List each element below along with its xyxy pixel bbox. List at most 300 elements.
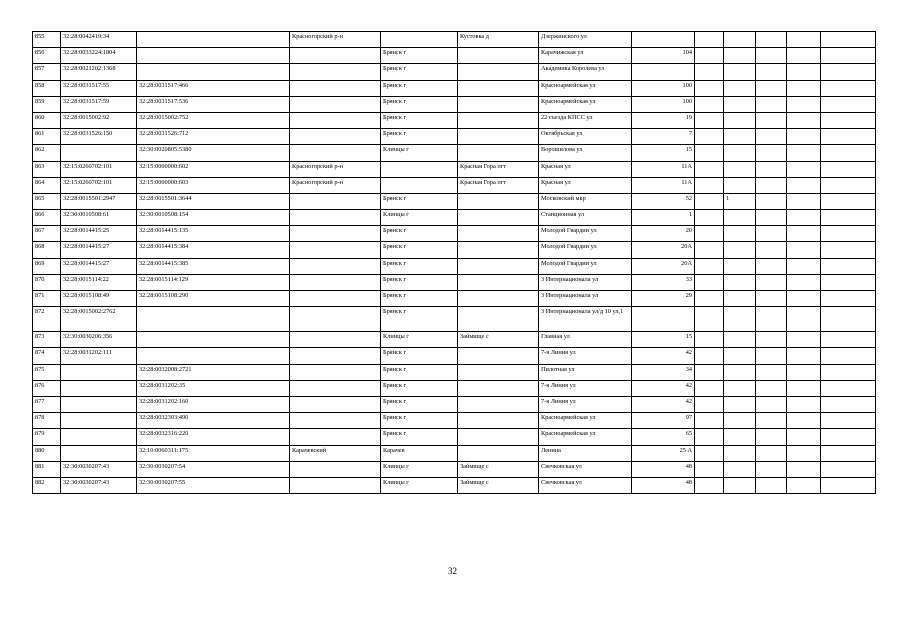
cell-settlement: Красная Гора пгт	[458, 177, 539, 193]
cell-settlement	[458, 129, 539, 145]
cell-district	[290, 80, 381, 96]
cell-col-13	[821, 32, 876, 48]
cell-cadastral-number-object	[137, 332, 290, 348]
cell-col-13	[821, 445, 876, 461]
cell-settlement	[458, 96, 539, 112]
cell-col-9	[695, 193, 724, 209]
cell-col-12	[787, 242, 821, 258]
cell-col-12	[787, 429, 821, 445]
table-row	[33, 461, 876, 477]
cell-col-9	[695, 274, 724, 290]
cell-row-number: 863	[33, 161, 61, 177]
cell-settlement: Займище с	[458, 477, 539, 493]
cell-settlement	[458, 64, 539, 80]
cell-col-11	[756, 193, 787, 209]
cell-city: Брянск г	[381, 48, 458, 64]
cell-col-12	[787, 64, 821, 80]
cell-house-number: 42	[632, 348, 695, 364]
cell-street: Московский мкр	[539, 193, 632, 209]
table-row	[33, 80, 876, 96]
cell-cadastral-number-parcel: 32:28:0033224:1804	[61, 48, 137, 64]
cell-city: Брянск г	[381, 242, 458, 258]
cell-col-13	[821, 258, 876, 274]
table-row	[33, 242, 876, 258]
cell-street: Главная ул	[539, 332, 632, 348]
cell-city: Брянск г	[381, 193, 458, 209]
cell-house-number: 104	[632, 48, 695, 64]
cell-house-number	[632, 307, 695, 332]
cell-settlement	[458, 396, 539, 412]
cell-city	[381, 32, 458, 48]
cell-settlement	[458, 210, 539, 226]
cell-city: Брянск г	[381, 64, 458, 80]
cell-cadastral-number-object: 32:28:0031202:35	[137, 380, 290, 396]
cell-house-number: 48	[632, 461, 695, 477]
cell-city: Брянск г	[381, 413, 458, 429]
cell-settlement	[458, 429, 539, 445]
cell-row-number: 882	[33, 477, 61, 493]
cell-col-13	[821, 96, 876, 112]
cell-col-10	[724, 210, 756, 226]
cell-col-13	[821, 226, 876, 242]
cell-cadastral-number-parcel: 32:30:0030207:43	[61, 477, 137, 493]
cell-district	[290, 145, 381, 161]
table-row	[33, 32, 876, 48]
cell-col-11	[756, 177, 787, 193]
cell-cadastral-number-object: 32:15:0000000:602	[137, 161, 290, 177]
cell-district	[290, 413, 381, 429]
cell-street: Молодой Гвардии ул	[539, 226, 632, 242]
cell-col-9	[695, 413, 724, 429]
cell-settlement	[458, 48, 539, 64]
cell-cadastral-number-object	[137, 348, 290, 364]
cell-cadastral-number-object: 32:28:0031517:536	[137, 96, 290, 112]
cell-settlement	[458, 413, 539, 429]
cell-col-13	[821, 48, 876, 64]
table-row	[33, 129, 876, 145]
cell-city: Клинцы г	[381, 461, 458, 477]
cell-col-9	[695, 380, 724, 396]
cell-col-9	[695, 129, 724, 145]
cell-col-12	[787, 307, 821, 332]
cell-cadastral-number-parcel: 32:28:0021202:1368	[61, 64, 137, 80]
cell-street: Академика Королева ул	[539, 64, 632, 80]
table-row	[33, 380, 876, 396]
cell-city: Брянск г	[381, 112, 458, 128]
cell-row-number: 866	[33, 210, 61, 226]
cell-district	[290, 64, 381, 80]
cell-col-13	[821, 274, 876, 290]
cell-house-number: 97	[632, 413, 695, 429]
cell-city: Клинцы г	[381, 477, 458, 493]
cell-cadastral-number-parcel: 32:28:0015002:92	[61, 112, 137, 128]
cell-street: Станционная ул	[539, 210, 632, 226]
cell-col-13	[821, 413, 876, 429]
cell-col-12	[787, 445, 821, 461]
cell-row-number: 861	[33, 129, 61, 145]
cell-col-12	[787, 413, 821, 429]
cell-col-9	[695, 307, 724, 332]
table-row	[33, 274, 876, 290]
cell-col-9	[695, 210, 724, 226]
cell-col-11	[756, 413, 787, 429]
cell-col-13	[821, 112, 876, 128]
cell-col-11	[756, 80, 787, 96]
table-row	[33, 226, 876, 242]
cell-col-10	[724, 307, 756, 332]
cell-cadastral-number-object: 32:10:0060311:175	[137, 445, 290, 461]
cell-col-9	[695, 258, 724, 274]
cell-street: 7-я Линия ул	[539, 380, 632, 396]
cell-district	[290, 307, 381, 332]
cell-city: Клинцы г	[381, 332, 458, 348]
cell-district	[290, 396, 381, 412]
cell-district	[290, 429, 381, 445]
cell-col-10	[724, 477, 756, 493]
cell-district	[290, 226, 381, 242]
cell-col-12	[787, 112, 821, 128]
cell-row-number: 856	[33, 48, 61, 64]
cell-house-number: 19	[632, 112, 695, 128]
cell-cadastral-number-object: 32:28:0014415:385	[137, 258, 290, 274]
cell-col-11	[756, 477, 787, 493]
cell-col-12	[787, 396, 821, 412]
cell-street: 7-я Линия ул	[539, 396, 632, 412]
cell-col-9	[695, 477, 724, 493]
cell-street: Пилотная ул	[539, 364, 632, 380]
cell-house-number: 11А	[632, 177, 695, 193]
cell-row-number: 872	[33, 307, 61, 332]
cell-row-number: 871	[33, 291, 61, 307]
cell-col-10	[724, 226, 756, 242]
cell-row-number: 879	[33, 429, 61, 445]
cell-col-10	[724, 242, 756, 258]
cell-district: Красногорский р-н	[290, 161, 381, 177]
cell-cadastral-number-object: 32:28:0031202:160	[137, 396, 290, 412]
cell-col-9	[695, 48, 724, 64]
cell-cadastral-number-parcel: 32:28:0042419:34	[61, 32, 137, 48]
cell-col-13	[821, 210, 876, 226]
cell-cadastral-number-parcel: 32:28:0014415:25	[61, 226, 137, 242]
cell-col-12	[787, 332, 821, 348]
cell-city: Брянск г	[381, 274, 458, 290]
cell-cadastral-number-parcel: 32:15:0260702:101	[61, 161, 137, 177]
cell-district	[290, 380, 381, 396]
cell-settlement: Займище с	[458, 461, 539, 477]
cell-district	[290, 96, 381, 112]
cell-col-11	[756, 332, 787, 348]
cell-city: Брянск г	[381, 364, 458, 380]
cell-col-10	[724, 461, 756, 477]
cell-district: Карачевский	[290, 445, 381, 461]
cell-cadastral-number-parcel: 32:28:0015002:2762	[61, 307, 137, 332]
cell-col-10	[724, 32, 756, 48]
cell-col-9	[695, 396, 724, 412]
cell-col-10	[724, 413, 756, 429]
cell-settlement: Красная Гора пгт	[458, 161, 539, 177]
cell-col-12	[787, 226, 821, 242]
cell-cadastral-number-parcel: 32:28:0031526:150	[61, 129, 137, 145]
table-row	[33, 291, 876, 307]
cell-district: Красногорский р-н	[290, 177, 381, 193]
cell-cadastral-number-parcel	[61, 413, 137, 429]
cell-row-number: 858	[33, 80, 61, 96]
cell-cadastral-number-object: 32:30:0020805:5380	[137, 145, 290, 161]
cell-cadastral-number-object: 32:28:0031526:712	[137, 129, 290, 145]
cell-col-12	[787, 291, 821, 307]
cell-row-number: 862	[33, 145, 61, 161]
cell-cadastral-number-object: 32:28:0015114:129	[137, 274, 290, 290]
cell-house-number: 15	[632, 145, 695, 161]
cell-cadastral-number-parcel: 32:15:0260702:101	[61, 177, 137, 193]
cell-street: Молодой Гвардии ул	[539, 258, 632, 274]
cell-col-11	[756, 48, 787, 64]
cell-row-number: 878	[33, 413, 61, 429]
cell-cadastral-number-object: 32:28:0015002:752	[137, 112, 290, 128]
cell-street: 3 Интернационала ул/д 10 ул,1	[539, 307, 632, 332]
cell-cadastral-number-object: 32:28:0014415:384	[137, 242, 290, 258]
cell-col-12	[787, 461, 821, 477]
cell-row-number: 855	[33, 32, 61, 48]
cell-city: Брянск г	[381, 396, 458, 412]
cell-district	[290, 332, 381, 348]
cell-col-11	[756, 242, 787, 258]
cell-settlement	[458, 307, 539, 332]
cell-col-12	[787, 258, 821, 274]
cell-settlement	[458, 226, 539, 242]
cell-cadastral-number-parcel	[61, 380, 137, 396]
cell-col-10: 1	[724, 193, 756, 209]
cell-cadastral-number-object: 32:28:0032303:490	[137, 413, 290, 429]
cell-col-9	[695, 242, 724, 258]
cell-row-number: 870	[33, 274, 61, 290]
cell-col-9	[695, 32, 724, 48]
cell-house-number: 52	[632, 193, 695, 209]
cell-district	[290, 210, 381, 226]
cell-col-9	[695, 145, 724, 161]
cell-city: Карачев	[381, 445, 458, 461]
cell-row-number: 874	[33, 348, 61, 364]
cell-col-11	[756, 32, 787, 48]
cell-col-13	[821, 307, 876, 332]
cell-house-number: 1	[632, 210, 695, 226]
cell-col-10	[724, 129, 756, 145]
table-row	[33, 145, 876, 161]
cell-col-11	[756, 380, 787, 396]
cell-cadastral-number-parcel	[61, 445, 137, 461]
table-row	[33, 364, 876, 380]
cell-house-number: 33	[632, 274, 695, 290]
cell-col-12	[787, 193, 821, 209]
cell-settlement: Займище с	[458, 332, 539, 348]
table-row	[33, 112, 876, 128]
cell-col-10	[724, 380, 756, 396]
cell-city: Брянск г	[381, 291, 458, 307]
cell-col-13	[821, 364, 876, 380]
cell-row-number: 869	[33, 258, 61, 274]
cell-col-13	[821, 129, 876, 145]
cell-col-9	[695, 161, 724, 177]
cell-col-13	[821, 477, 876, 493]
cell-district	[290, 291, 381, 307]
cell-street: Свечковская ул	[539, 461, 632, 477]
table-row	[33, 307, 876, 332]
cell-col-10	[724, 332, 756, 348]
cell-city: Клинцы г	[381, 210, 458, 226]
table-row	[33, 96, 876, 112]
cell-district	[290, 48, 381, 64]
cell-row-number: 857	[33, 64, 61, 80]
cell-col-12	[787, 32, 821, 48]
table-row	[33, 177, 876, 193]
cell-col-13	[821, 193, 876, 209]
table-row	[33, 258, 876, 274]
cell-district: Красногорский р-н	[290, 32, 381, 48]
cell-cadastral-number-parcel: 32:28:0031517:55	[61, 80, 137, 96]
cell-cadastral-number-object	[137, 48, 290, 64]
cell-col-13	[821, 64, 876, 80]
cell-col-10	[724, 177, 756, 193]
cell-city: Брянск г	[381, 380, 458, 396]
cell-col-13	[821, 177, 876, 193]
cell-col-12	[787, 48, 821, 64]
cell-house-number: 7	[632, 129, 695, 145]
cell-city: Брянск г	[381, 96, 458, 112]
cell-cadastral-number-parcel: 32:28:0014415:27	[61, 242, 137, 258]
cell-col-9	[695, 80, 724, 96]
cell-house-number: 100	[632, 96, 695, 112]
cell-street: Свечковская ул	[539, 477, 632, 493]
cell-col-10	[724, 161, 756, 177]
cell-city: Брянск г	[381, 80, 458, 96]
cell-col-13	[821, 348, 876, 364]
cell-col-12	[787, 129, 821, 145]
cell-street: 7-я Линия ул	[539, 348, 632, 364]
register-table	[32, 31, 876, 494]
cell-row-number: 860	[33, 112, 61, 128]
cell-district	[290, 364, 381, 380]
cell-col-11	[756, 210, 787, 226]
cell-col-9	[695, 429, 724, 445]
cell-city: Брянск г	[381, 129, 458, 145]
cell-cadastral-number-object: 32:28:0031517:466	[137, 80, 290, 96]
cell-cadastral-number-object: 32:30:0030207:55	[137, 477, 290, 493]
cell-col-13	[821, 429, 876, 445]
cell-col-10	[724, 96, 756, 112]
cell-col-10	[724, 80, 756, 96]
cell-col-13	[821, 380, 876, 396]
cell-street: 22 съезда КПСС ул	[539, 112, 632, 128]
cell-col-11	[756, 112, 787, 128]
table-row	[33, 64, 876, 80]
cell-settlement	[458, 242, 539, 258]
cell-cadastral-number-object: 32:28:0015501:3644	[137, 193, 290, 209]
cell-row-number: 876	[33, 380, 61, 396]
cell-settlement	[458, 112, 539, 128]
cell-city	[381, 177, 458, 193]
cell-settlement	[458, 193, 539, 209]
cell-house-number: 65	[632, 429, 695, 445]
cell-col-10	[724, 48, 756, 64]
cell-city: Брянск г	[381, 258, 458, 274]
cell-district	[290, 193, 381, 209]
cell-city	[381, 161, 458, 177]
cell-settlement: Кустовка д	[458, 32, 539, 48]
cell-col-9	[695, 226, 724, 242]
cell-house-number: 20А	[632, 258, 695, 274]
cell-col-11	[756, 461, 787, 477]
cell-settlement	[458, 291, 539, 307]
cell-cadastral-number-parcel	[61, 429, 137, 445]
table-row	[33, 210, 876, 226]
cell-city: Брянск г	[381, 307, 458, 332]
cell-street: Ворошилова ул	[539, 145, 632, 161]
cell-cadastral-number-parcel: 32:30:0010508:61	[61, 210, 137, 226]
cell-district	[290, 348, 381, 364]
cell-col-11	[756, 307, 787, 332]
cell-cadastral-number-parcel: 32:30:0030207:43	[61, 461, 137, 477]
cell-col-10	[724, 429, 756, 445]
cell-cadastral-number-parcel: 32:28:0031202:111	[61, 348, 137, 364]
cell-col-10	[724, 258, 756, 274]
cell-district	[290, 477, 381, 493]
table-row	[33, 429, 876, 445]
cell-col-10	[724, 64, 756, 80]
cell-cadastral-number-object: 32:30:0030207:54	[137, 461, 290, 477]
cell-cadastral-number-parcel: 32:28:0014415:27	[61, 258, 137, 274]
cell-col-12	[787, 477, 821, 493]
cell-col-9	[695, 177, 724, 193]
page-number: 32	[448, 566, 457, 576]
cell-house-number: 20	[632, 226, 695, 242]
cell-col-11	[756, 348, 787, 364]
cell-street: 3 Интернационала ул	[539, 274, 632, 290]
cell-col-13	[821, 161, 876, 177]
cell-col-11	[756, 64, 787, 80]
cell-cadastral-number-parcel	[61, 145, 137, 161]
cell-city: Брянск г	[381, 348, 458, 364]
cell-settlement	[458, 145, 539, 161]
cell-street: 3 Интернационала ул	[539, 291, 632, 307]
cell-col-10	[724, 396, 756, 412]
cell-col-12	[787, 177, 821, 193]
cell-col-11	[756, 274, 787, 290]
cell-house-number: 42	[632, 396, 695, 412]
cell-cadastral-number-object	[137, 64, 290, 80]
cell-settlement	[458, 445, 539, 461]
cell-row-number: 875	[33, 364, 61, 380]
cell-col-11	[756, 96, 787, 112]
cell-street: Красноармейская ул	[539, 413, 632, 429]
cell-row-number: 877	[33, 396, 61, 412]
cell-col-12	[787, 348, 821, 364]
cell-street: Октябрьская ул	[539, 129, 632, 145]
cell-col-12	[787, 80, 821, 96]
cell-cadastral-number-object: 32:28:0015108:290	[137, 291, 290, 307]
cell-col-13	[821, 332, 876, 348]
cell-settlement	[458, 364, 539, 380]
cell-col-13	[821, 242, 876, 258]
cell-cadastral-number-object	[137, 32, 290, 48]
cell-city: Брянск г	[381, 429, 458, 445]
cell-district	[290, 461, 381, 477]
cell-cadastral-number-parcel: 32:28:0015108:49	[61, 291, 137, 307]
cell-settlement	[458, 80, 539, 96]
cell-col-12	[787, 274, 821, 290]
cell-col-13	[821, 80, 876, 96]
cell-col-11	[756, 161, 787, 177]
cell-settlement	[458, 348, 539, 364]
